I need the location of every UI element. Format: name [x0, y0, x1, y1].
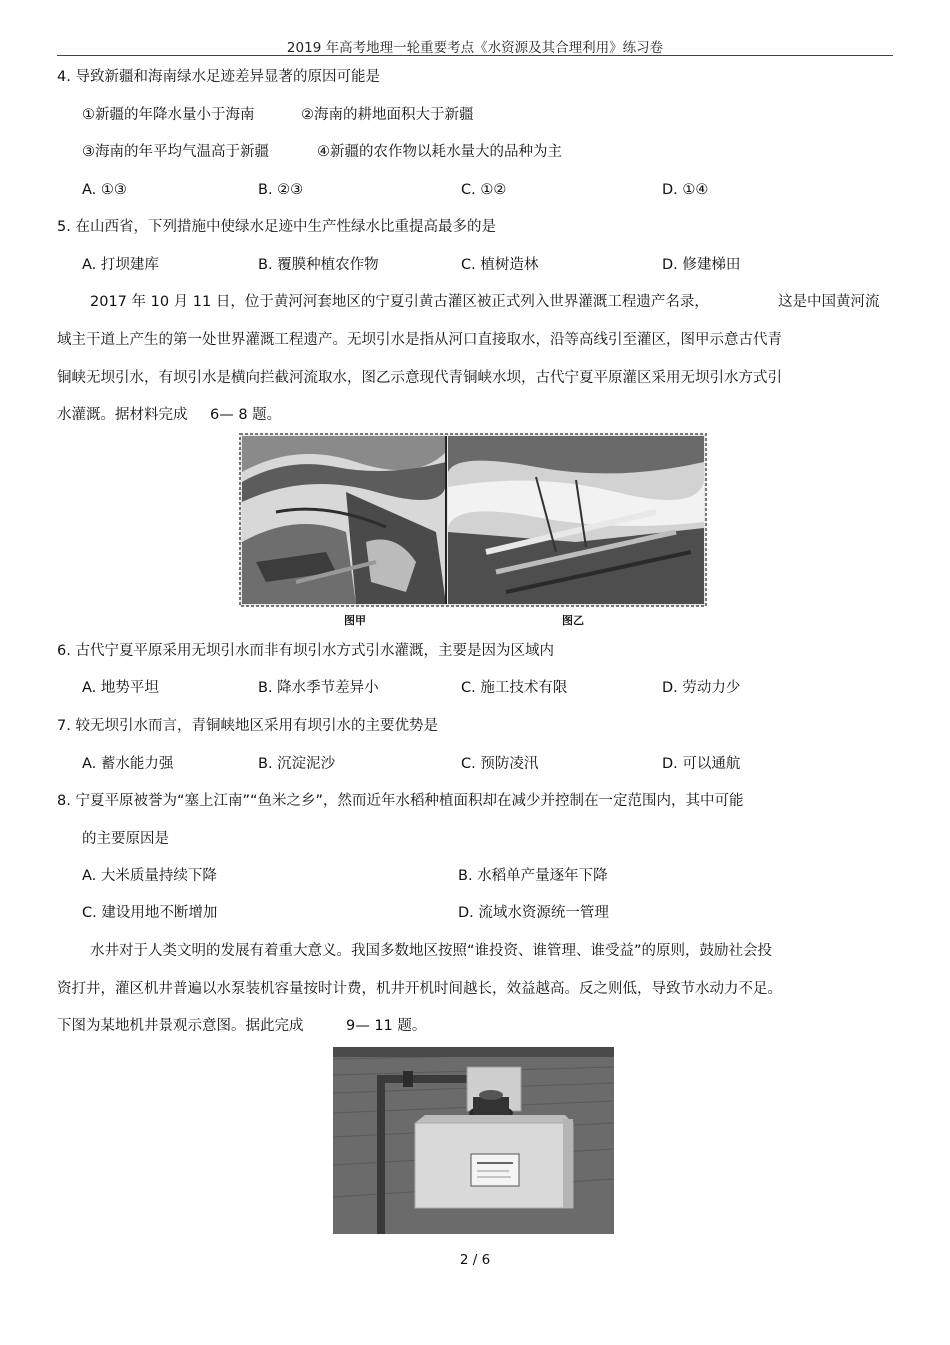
photo-jia: [242, 436, 446, 604]
passage1-line-1: 2017 年 10 月 11 日，位于黄河河套地区的宁夏引黄古灌区被正式列入世界灌溉工程遗产名录，: [90, 294, 709, 310]
passage1-line-3: 铜峡无坝引水，有坝引水是横向拦截河流取水，图乙示意现代青铜峡水坝，古代宁夏平原灌区采用无坝引水方式引: [57, 370, 782, 386]
figure-label-yi: 图乙: [562, 614, 584, 627]
q4-item-1: ①新疆的年降水量小于海南: [82, 107, 255, 123]
q4-item-4: ④新疆的农作物以耗水量大的品种为主: [317, 144, 562, 160]
passage2-line-2: 资打井，灌区机井普遍以水泵装机容量按时计费，机井开机时间越长，效益越高。反之则低，导致节水动力不足。: [57, 981, 782, 997]
passage2-line-3: 下图为某地机井景观示意图。据此完成: [57, 1018, 304, 1034]
q4-item-3: ③海南的年平均气温高于新疆: [82, 144, 269, 160]
q6-option-b: B. 降水季节差异小: [258, 680, 379, 696]
q7-option-b: B. 沉淀泥沙: [258, 756, 336, 772]
q8-stem: 8. 宁夏平原被誉为“塞上江南”“鱼米之乡”，然而近年水稻种植面积却在减少并控制在一定范围内，其中可能: [57, 793, 744, 809]
q4-option-d: D. ①④: [662, 182, 709, 198]
header-rule: [57, 55, 893, 56]
page-header: 2019 年高考地理一轮重要考点《水资源及其合理利用》练习卷: [286, 40, 664, 56]
q4-item-2: ②海南的耕地面积大于新疆: [301, 107, 474, 123]
q4-stem: 4. 导致新疆和海南绿水足迹差异显著的原因可能是: [57, 69, 380, 85]
machine-well-photo: [333, 1047, 614, 1234]
q4-option-a: A. ①③: [82, 182, 127, 198]
q5-option-d: D. 修建梯田: [662, 257, 741, 273]
q5-option-c: C. 植树造林: [461, 257, 539, 273]
q8-option-b: B. 水稻单产量逐年下降: [458, 868, 608, 884]
q5-option-a: A. 打坝建库: [82, 257, 159, 273]
q5-stem: 5. 在山西省，下列措施中使绿水足迹中生产性绿水比重提高最多的是: [57, 219, 496, 235]
q7-option-a: A. 蓄水能力强: [82, 756, 174, 772]
passage2-line-1: 水井对于人类文明的发展有着重大意义。我国多数地区按照“谁投资、谁管理、谁受益”的原则，鼓励社会投: [90, 943, 773, 959]
figure-label-jia: 图甲: [344, 614, 366, 627]
q7-option-c: C. 预防凌汛: [461, 756, 539, 772]
page-number: 2 / 6: [459, 1252, 491, 1268]
passage1-line-4b: 6— 8 题。: [210, 407, 282, 423]
passage2-line-3b: 9— 11 题。: [346, 1018, 427, 1034]
passage1-line-1b: 这是中国黄河流: [778, 294, 880, 310]
q8-stem-continued: 的主要原因是: [82, 831, 169, 847]
q6-stem: 6. 古代宁夏平原采用无坝引水而非有坝引水方式引水灌溉，主要是因为区域内: [57, 643, 554, 659]
dam-photos-figure: [236, 432, 710, 632]
q5-option-b: B. 覆膜种植农作物: [258, 257, 379, 273]
q6-option-d: D. 劳动力少: [662, 680, 741, 696]
q8-option-a: A. 大米质量持续下降: [82, 868, 217, 884]
q4-option-c: C. ①②: [461, 182, 507, 198]
q7-option-d: D. 可以通航: [662, 756, 741, 772]
photo-yi: [448, 436, 704, 604]
q8-option-d: D. 流域水资源统一管理: [458, 905, 609, 921]
q6-option-c: C. 施工技术有限: [461, 680, 568, 696]
q7-stem: 7. 较无坝引水而言，青铜峡地区采用有坝引水的主要优势是: [57, 718, 438, 734]
q6-option-a: A. 地势平坦: [82, 680, 159, 696]
passage1-line-4: 水灌溉。据材料完成: [57, 407, 188, 423]
q8-option-c: C. 建设用地不断增加: [82, 905, 218, 921]
passage1-line-2: 域主干道上产生的第一处世界灌溉工程遗产。无坝引水是指从河口直接取水，沿等高线引至灌区，图甲示意古代青: [57, 332, 782, 348]
q4-option-b: B. ②③: [258, 182, 304, 198]
